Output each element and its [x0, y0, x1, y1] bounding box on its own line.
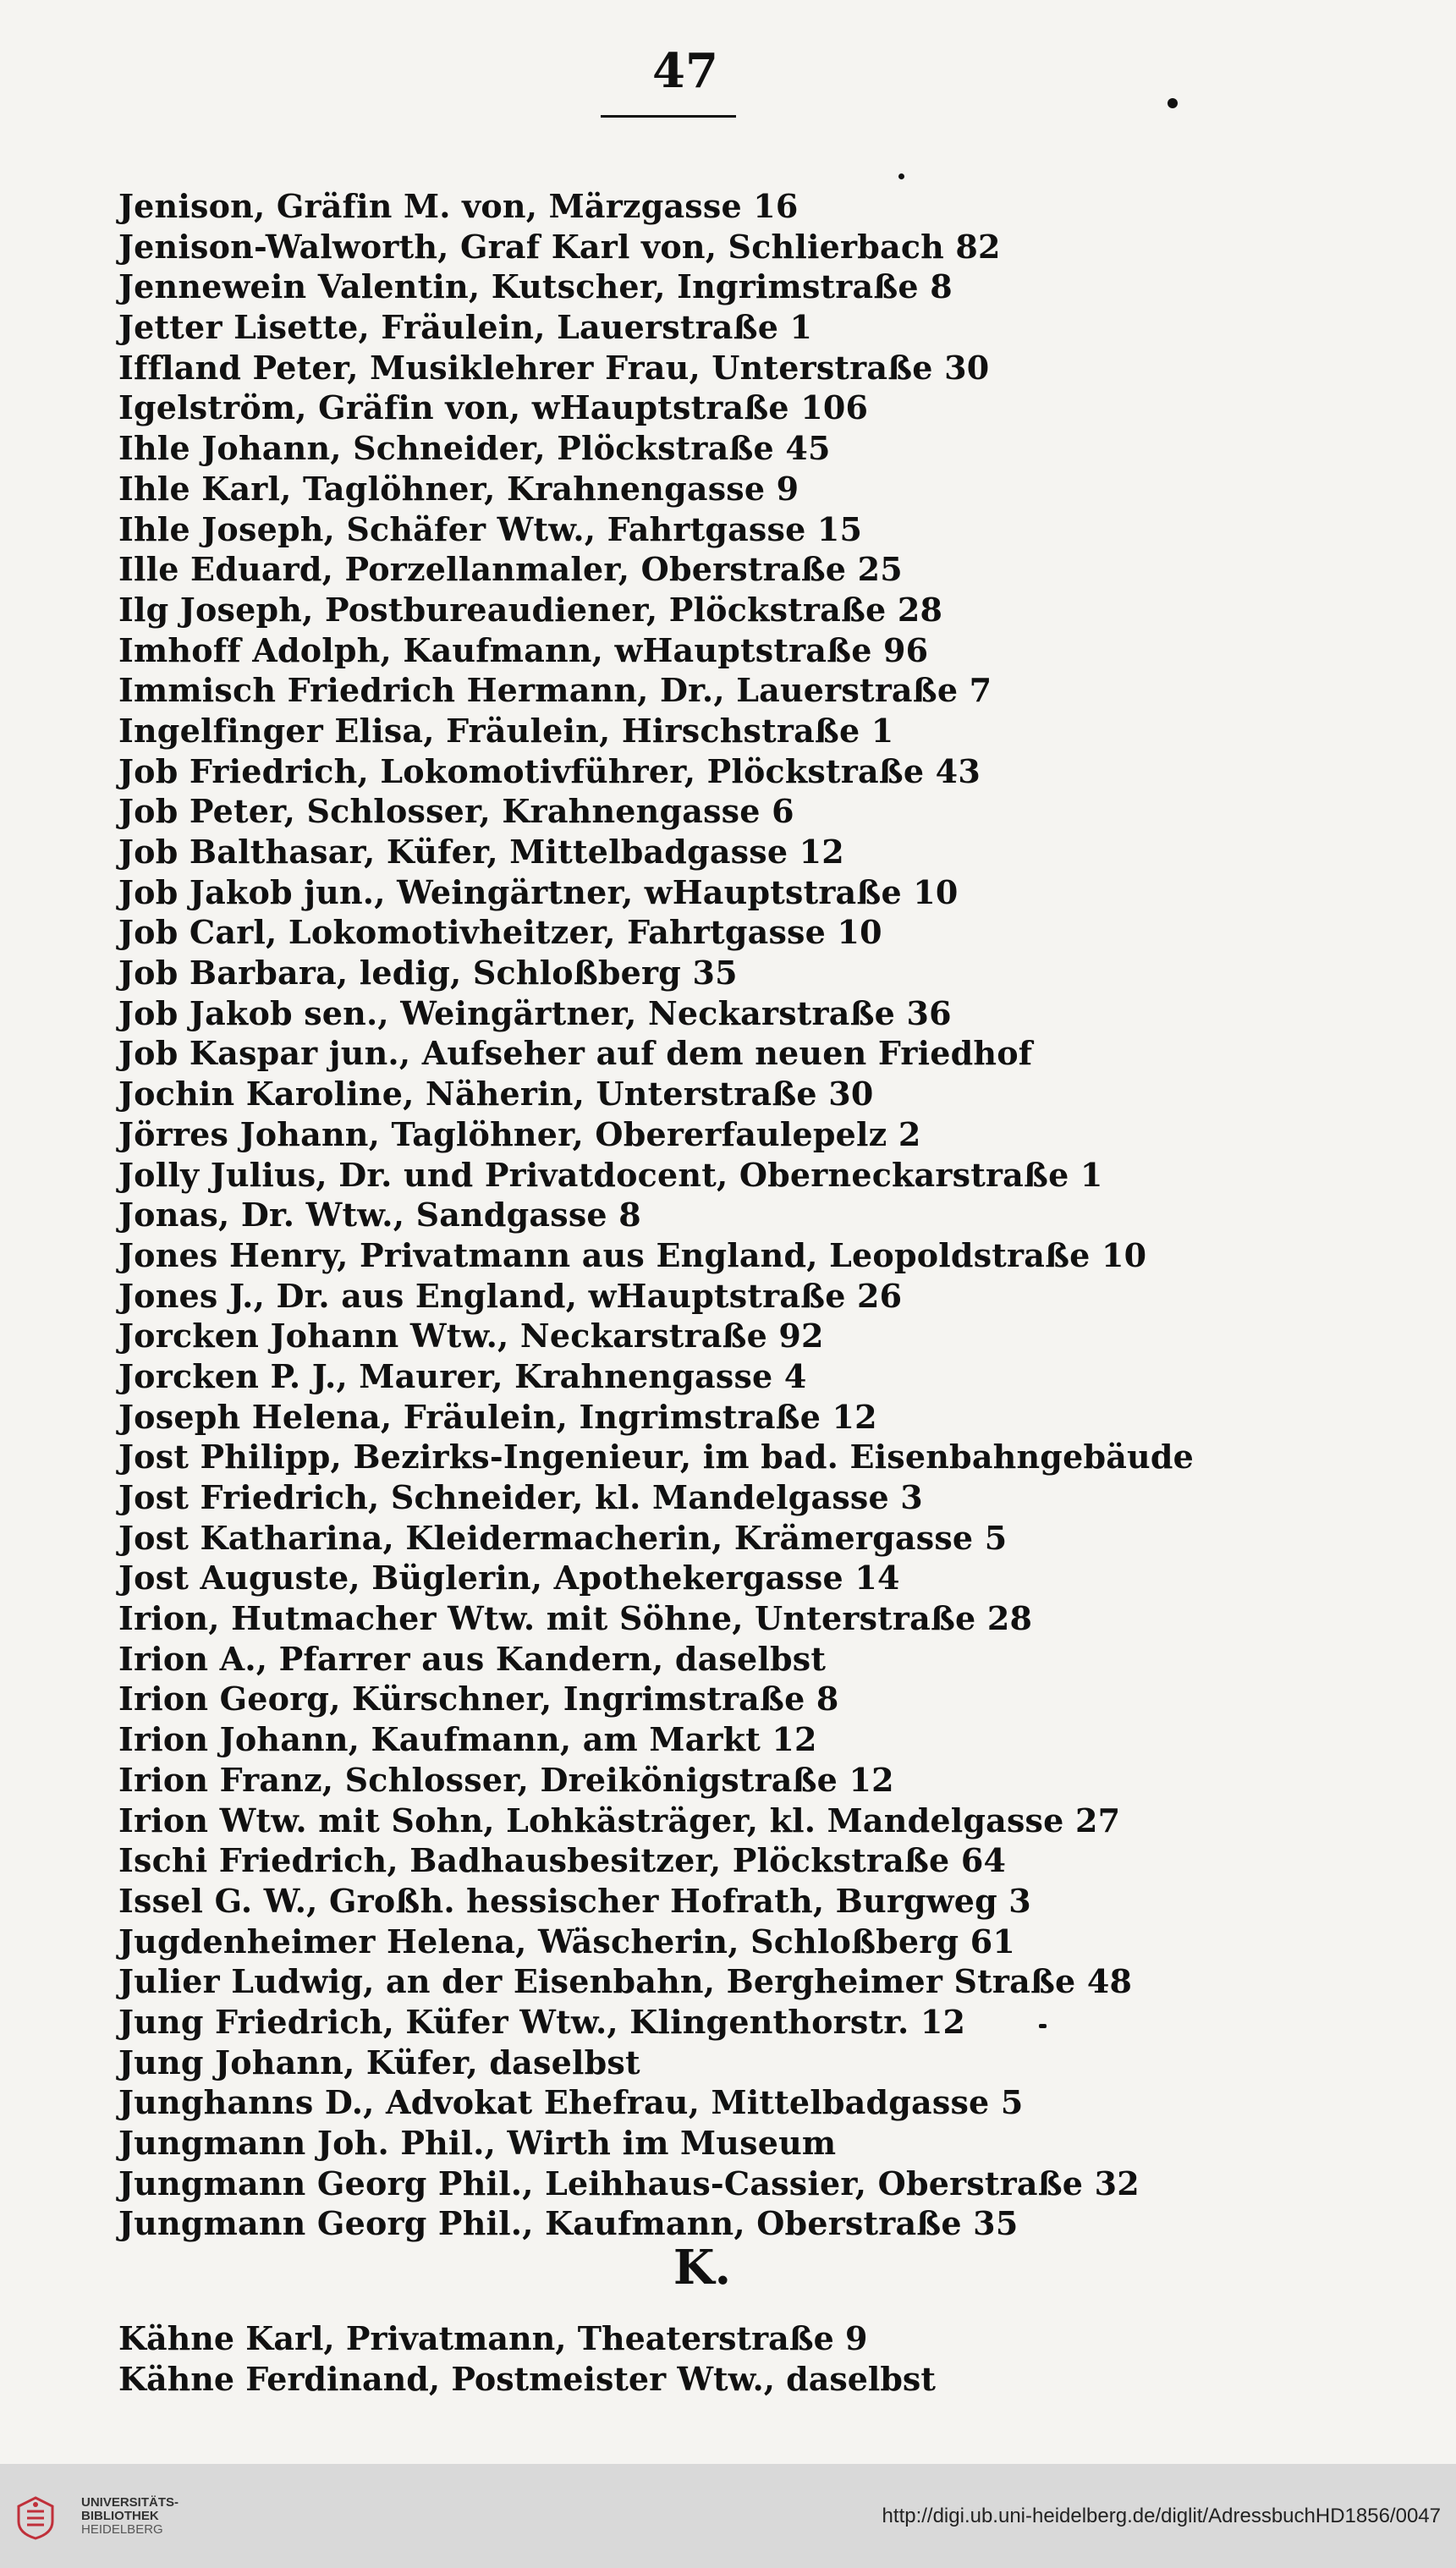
directory-entry: Jost Friedrich, Schneider, kl. Mandelgasse 3 — [118, 1478, 923, 1516]
directory-entry: Ihle Karl, Taglöhner, Krahnengasse 9 — [118, 469, 799, 508]
directory-entry: Ihle Johann, Schneider, Plöckstraße 45 — [118, 429, 831, 468]
directory-entry: Julier Ludwig, an der Eisenbahn, Bergheimer Straße 48 — [118, 1962, 1133, 2001]
directory-entry: Job Friedrich, Lokomotivführer, Plöckstraße 43 — [118, 751, 981, 790]
directory-entry: Ille Eduard, Porzellanmaler, Oberstraße 25 — [118, 550, 903, 589]
directory-entry: Job Barbara, ledig, Schloßberg 35 — [118, 954, 738, 993]
directory-entry: Kähne Ferdinand, Postmeister Wtw., daselbst — [118, 2359, 936, 2398]
section-letter: K. — [673, 2240, 732, 2296]
directory-entry: Job Jakob jun., Weingärtner, wHauptstraße 10 — [118, 872, 959, 911]
directory-entry: Jorcken P. J., Maurer, Krahnengasse 4 — [118, 1356, 807, 1395]
page-number-rule — [601, 115, 736, 118]
directory-entry: Irion, Hutmacher Wtw. mit Söhne, Unterstraße 28 — [118, 1599, 1033, 1638]
directory-entry: Jorcken Johann Wtw., Neckarstraße 92 — [118, 1317, 824, 1355]
logo-line: UNIVERSITÄTS- — [81, 2495, 179, 2510]
directory-entry: Ilg Joseph, Postbureaudiener, Plöckstraße 28 — [118, 590, 943, 629]
directory-entry: Job Jakob sen., Weingärtner, Neckarstraße 36 — [118, 993, 952, 1032]
directory-entry: Jenison-Walworth, Graf Karl von, Schlierbach 82 — [118, 227, 1001, 266]
directory-entry: Jörres Johann, Taglöhner, Obererfaulepelz 2 — [118, 1114, 921, 1153]
directory-entry: Jonas, Dr. Wtw., Sandgasse 8 — [118, 1196, 641, 1235]
directory-entry: Irion Franz, Schlosser, Dreikönigstraße 12 — [118, 1760, 894, 1799]
directory-entry: Ihle Joseph, Schäfer Wtw., Fahrtgasse 15 — [118, 509, 863, 548]
directory-entry: Jost Philipp, Bezirks-Ingenieur, im bad. Eisenbahngebäude — [118, 1438, 1195, 1476]
directory-entry: Junghanns D., Advokat Ehefrau, Mittelbadgasse 5 — [118, 2083, 1024, 2122]
directory-entry: Imhoff Adolph, Kaufmann, wHauptstraße 96 — [118, 630, 929, 669]
directory-entry: Jung Friedrich, Küfer Wtw., Klingenthorstr. 12 — [118, 2002, 966, 2041]
library-logo-text — [81, 2496, 179, 2537]
directory-entry: Irion A., Pfarrer aus Kandern, daselbst — [118, 1639, 827, 1678]
logo-line: HEIDELBERG — [81, 2522, 163, 2537]
directory-entry: Issel G. W., Großh. hessischer Hofrath, Burgweg 3 — [118, 1881, 1031, 1920]
directory-entry: Jenison, Gräfin M. von, Märzgasse 16 — [118, 187, 799, 225]
directory-entry: Jetter Lisette, Fräulein, Lauerstraße 1 — [118, 308, 813, 347]
directory-entry: Ischi Friedrich, Badhausbesitzer, Plöckstraße 64 — [118, 1841, 1007, 1880]
directory-entry: Jolly Julius, Dr. und Privatdocent, Oberneckarstraße 1 — [118, 1155, 1103, 1194]
directory-entry: Jones J., Dr. aus England, wHauptstraße 26 — [118, 1276, 903, 1315]
footer-bar — [0, 2464, 1456, 2568]
directory-entry: Irion Johann, Kaufmann, am Markt 12 — [118, 1720, 817, 1759]
directory-entries-k — [118, 2318, 1176, 2399]
directory-entry: Iffland Peter, Musiklehrer Frau, Unterstraße 30 — [118, 348, 990, 387]
directory-entry: Immisch Friedrich Hermann, Dr., Lauerstraße 7 — [118, 671, 992, 710]
directory-entry: Ingelfinger Elisa, Fräulein, Hirschstraße 1 — [118, 711, 894, 750]
directory-entry: Jugdenheimer Helena, Wäscherin, Schloßberg 61 — [118, 1922, 1016, 1960]
directory-entry: Irion Wtw. mit Sohn, Lohkästräger, kl. Mandelgasse 27 — [118, 1801, 1121, 1839]
page-number: 47 — [652, 43, 718, 99]
directory-entry: Igelström, Gräfin von, wHauptstraße 106 — [118, 388, 869, 427]
directory-entry: Jost Auguste, Büglerin, Apothekergasse 14 — [118, 1559, 900, 1597]
directory-entry: Job Carl, Lokomotivheitzer, Fahrtgasse 10 — [118, 913, 882, 952]
directory-entry: Jones Henry, Privatmann aus England, Leopoldstraße 10 — [118, 1235, 1147, 1274]
directory-entry: Job Kaspar jun., Aufseher auf dem neuen Friedhof — [118, 1034, 1033, 1073]
directory-entry: Irion Georg, Kürschner, Ingrimstraße 8 — [118, 1680, 839, 1718]
directory-entry: Jungmann Georg Phil., Kaufmann, Oberstraße 35 — [118, 2204, 1019, 2243]
directory-entry: Jungmann Georg Phil., Leihhaus-Cassier, Oberstraße 32 — [118, 2164, 1140, 2202]
source-url[interactable]: http://digi.ub.uni-heidelberg.de/diglit/AdressbuchHD1856/0047 — [882, 2505, 1441, 2527]
directory-entry: Jung Johann, Küfer, daselbst — [118, 2043, 640, 2081]
ink-speck — [1168, 98, 1178, 108]
university-seal-icon — [15, 2496, 56, 2540]
directory-entry: Joseph Helena, Fräulein, Ingrimstraße 12 — [118, 1397, 877, 1436]
directory-entry: Jennewein Valentin, Kutscher, Ingrimstraße 8 — [118, 267, 953, 306]
directory-entry: Kähne Karl, Privatmann, Theaterstraße 9 — [118, 2319, 868, 2357]
ink-speck — [898, 173, 904, 179]
logo-line: BIBLIOTHEK — [81, 2509, 159, 2523]
directory-entry: Job Balthasar, Küfer, Mittelbadgasse 12 — [118, 833, 844, 871]
directory-entry: Jost Katharina, Kleidermacherin, Krämergasse 5 — [118, 1518, 1008, 1557]
directory-entry: Jungmann Joh. Phil., Wirth im Museum — [118, 2124, 837, 2162]
directory-entry: Jochin Karoline, Näherin, Unterstraße 30 — [118, 1075, 874, 1114]
directory-entry: Job Peter, Schlosser, Krahnengasse 6 — [118, 792, 794, 831]
directory-entries — [118, 186, 1195, 2244]
